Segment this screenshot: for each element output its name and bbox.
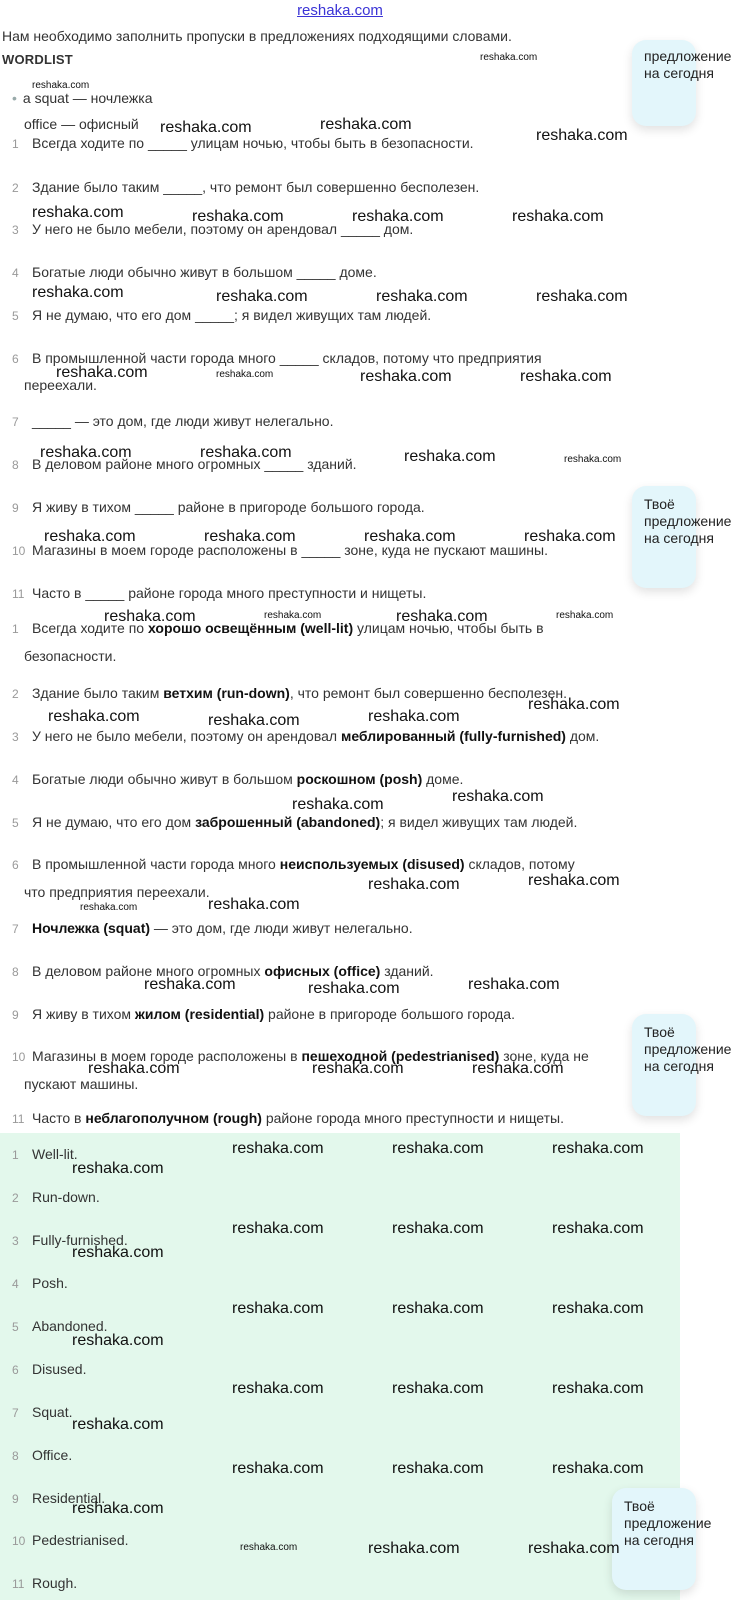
answer-row-continued — [24, 1076, 138, 1093]
exercise-row — [12, 413, 333, 431]
answer-pre: Всегда ходите по — [32, 620, 148, 636]
row-number: 1 — [12, 622, 19, 636]
answer-post: , что ремонт был совершенно бесполезен. — [289, 685, 567, 701]
wordlist-item-cut: office — офисный — [24, 116, 139, 132]
answer-pre: У него не было мебели, поэтому он арендовал — [32, 728, 341, 744]
watermark: reshaka.com — [368, 708, 460, 725]
watermark: reshaka.com — [392, 1140, 484, 1157]
watermark: reshaka.com — [472, 1060, 564, 1077]
wordlist-title: WORDLIST — [2, 52, 73, 67]
answer-post: улицам ночью, чтобы быть в — [353, 620, 544, 636]
answer-row — [12, 1110, 564, 1128]
site-link[interactable]: reshaka.com — [297, 2, 383, 19]
bullet-dot-icon: • — [12, 90, 17, 106]
short-answer-row — [12, 1532, 129, 1550]
promo-bubble[interactable] — [632, 40, 731, 126]
watermark: reshaka.com — [512, 208, 604, 225]
row-number: 5 — [12, 1320, 19, 1334]
row-text: В промышленной части города много _____ складов, потому что предприятия — [32, 350, 542, 366]
watermark: reshaka.com — [32, 284, 124, 301]
watermark: reshaka.com — [552, 1220, 644, 1237]
watermark: reshaka.com — [88, 1060, 180, 1077]
row-number: 9 — [12, 1492, 19, 1506]
row-number: 8 — [12, 458, 19, 472]
watermark: reshaka.com — [208, 896, 300, 913]
watermark: reshaka.com — [552, 1140, 644, 1157]
row-number: 6 — [12, 352, 19, 366]
short-answer-text: Disused. — [32, 1361, 87, 1377]
answer-row — [12, 856, 575, 874]
watermark: reshaka.com — [232, 1460, 324, 1477]
watermark: reshaka.com — [216, 288, 308, 305]
watermark: reshaka.com — [232, 1380, 324, 1397]
answer-row — [12, 920, 413, 938]
answer-post: дом. — [565, 728, 600, 744]
short-answer-text: Residential. — [32, 1490, 106, 1506]
answer-word: жилом (residential) — [134, 1006, 265, 1022]
row-number: 1 — [12, 137, 19, 151]
answer-word: Ночлежка (squat) — [32, 920, 151, 936]
row-number: 10 — [12, 544, 26, 558]
short-answer-text: Well-lit. — [32, 1146, 78, 1162]
watermark: reshaka.com — [72, 1160, 164, 1177]
row-text: Часто в _____ районе города много преступности и нищеты. — [32, 585, 427, 601]
watermark: reshaka.com — [392, 1300, 484, 1317]
answer-word: ветхим (run-down) — [163, 685, 290, 701]
row-number: 4 — [12, 1277, 19, 1291]
row-number: 8 — [12, 965, 19, 979]
watermark: reshaka.com — [396, 608, 488, 625]
row-text: Я живу в тихом _____ районе в пригороде большого города. — [32, 499, 425, 515]
watermark: reshaka.com — [232, 1220, 324, 1237]
answer-post: зоне, куда не — [499, 1048, 589, 1064]
row-text: _____ — это дом, где люди живут нелегально. — [32, 413, 334, 429]
watermark: reshaka.com — [72, 1500, 164, 1517]
row-number: 1 — [12, 1148, 19, 1162]
watermark: reshaka.com — [564, 454, 622, 465]
answer-post: — это дом, где люди живут нелегально. — [150, 920, 413, 936]
promo-bubble[interactable] — [612, 1488, 712, 1590]
answer-row — [12, 771, 463, 789]
row-number: 11 — [12, 587, 25, 601]
answer-row-continued — [24, 648, 116, 665]
short-answer-text: Run-down. — [32, 1189, 100, 1205]
row-text: В деловом районе много огромных _____ зданий. — [32, 456, 357, 472]
promo-line: на сегодня — [644, 530, 714, 546]
watermark: reshaka.com — [40, 444, 132, 461]
watermark: reshaka.com — [452, 788, 544, 805]
row-number: 4 — [12, 266, 19, 280]
exercise-row — [12, 135, 474, 153]
promo-line: Твоё — [644, 1024, 675, 1040]
promo-line: предложение — [644, 513, 731, 529]
wordlist-item — [12, 90, 153, 106]
answer-pre: Часто в — [32, 1110, 86, 1126]
watermark: reshaka.com — [528, 696, 620, 713]
watermark: reshaka.com — [552, 1460, 644, 1477]
answer-word: пешеходной (pedestrianised) — [301, 1048, 500, 1064]
watermark: reshaka.com — [360, 368, 452, 385]
watermark: reshaka.com — [392, 1220, 484, 1237]
watermark: reshaka.com — [552, 1300, 644, 1317]
row-text: переехали. — [24, 377, 97, 393]
watermark: reshaka.com — [204, 528, 296, 545]
watermark: reshaka.com — [232, 1140, 324, 1157]
row-number: 7 — [12, 1406, 19, 1420]
exercise-row — [12, 179, 479, 197]
exercise-row — [12, 585, 426, 603]
answer-row — [12, 685, 567, 703]
watermark: reshaka.com — [56, 364, 148, 381]
short-answer-text: Posh. — [32, 1275, 68, 1291]
answer-line2: пускают машины. — [24, 1076, 139, 1092]
answer-row-continued — [24, 884, 210, 901]
watermark: reshaka.com — [392, 1380, 484, 1397]
answer-word: заброшенный (abandoned) — [195, 814, 381, 830]
watermark: reshaka.com — [312, 1060, 404, 1077]
answer-pre: Здание было таким — [32, 685, 164, 701]
watermark: reshaka.com — [392, 1460, 484, 1477]
row-number: 2 — [12, 181, 19, 195]
answer-post: складов, потому — [464, 856, 575, 872]
row-text: Всегда ходите по _____ улицам ночью, чтобы быть в безопасности. — [32, 135, 474, 151]
watermark: reshaka.com — [80, 902, 138, 913]
watermark: reshaka.com — [232, 1300, 324, 1317]
watermark: reshaka.com — [528, 872, 620, 889]
watermark: reshaka.com — [404, 448, 496, 465]
row-number: 7 — [12, 415, 19, 429]
row-number: 10 — [12, 1050, 26, 1064]
watermark: reshaka.com — [552, 1380, 644, 1397]
watermark: reshaka.com — [320, 116, 412, 133]
watermark: reshaka.com — [352, 208, 444, 225]
row-number: 7 — [12, 922, 19, 936]
answer-pre: Магазины в моем городе расположены в — [32, 1048, 302, 1064]
row-number: 4 — [12, 773, 19, 787]
watermark: reshaka.com — [368, 876, 460, 893]
answer-word: неиспользуемых (disused) — [279, 856, 465, 872]
promo-line: на сегодня — [624, 1532, 694, 1548]
answer-line2: что предприятия переехали. — [24, 884, 210, 900]
promo-line: предложение — [624, 1515, 712, 1531]
exercise-row — [12, 307, 431, 325]
promo-line: предложение — [644, 48, 731, 64]
watermark: reshaka.com — [308, 980, 400, 997]
answer-pre: Я живу в тихом — [32, 1006, 135, 1022]
watermark: reshaka.com — [480, 52, 538, 63]
row-number: 10 — [12, 1534, 26, 1548]
watermark: reshaka.com — [292, 796, 384, 813]
answer-pre: Я не думаю, что его дом — [32, 814, 196, 830]
answer-line2: безопасности. — [24, 648, 117, 664]
row-number: 9 — [12, 501, 19, 515]
watermark: reshaka.com — [520, 368, 612, 385]
promo-line: на сегодня — [644, 65, 714, 81]
watermark: reshaka.com — [160, 119, 252, 136]
short-answer-text: Fully-furnished. — [32, 1232, 128, 1248]
row-text: Богатые люди обычно живут в большом _____ доме. — [32, 264, 377, 280]
watermark: reshaka.com — [240, 1542, 298, 1553]
promo-line: Твоё — [624, 1498, 655, 1514]
row-number: 3 — [12, 730, 19, 744]
row-number: 8 — [12, 1449, 19, 1463]
row-text: У него не было мебели, поэтому он арендовал _____ дом. — [32, 221, 414, 237]
watermark: reshaka.com — [536, 127, 628, 144]
row-number: 6 — [12, 1363, 19, 1377]
watermark: reshaka.com — [44, 528, 136, 545]
watermark: reshaka.com — [468, 976, 560, 993]
row-number: 9 — [12, 1008, 19, 1022]
answer-row — [12, 728, 599, 746]
exercise-row — [12, 264, 377, 282]
row-number: 5 — [12, 816, 19, 830]
wordlist-item-text: a squat — ночлежка — [22, 90, 153, 106]
promo-bubble[interactable] — [632, 1014, 731, 1116]
watermark: reshaka.com — [192, 208, 284, 225]
promo-line: Твоё — [644, 496, 675, 512]
task-intro: Нам необходимо заполнить пропуски в предложениях подходящими словами. — [2, 28, 512, 44]
answer-word: офисных (office) — [264, 963, 381, 979]
short-answer-text: Squat. — [32, 1404, 73, 1420]
row-number: 11 — [12, 1112, 25, 1126]
watermark: reshaka.com — [216, 369, 274, 380]
answer-row — [12, 1006, 515, 1024]
watermark: reshaka.com — [200, 444, 292, 461]
row-text: Магазины в моем городе расположены в _____ зоне, куда не пускают машины. — [32, 542, 548, 558]
answer-word: хорошо освещённым (well-lit) — [147, 620, 354, 636]
short-answer-row — [12, 1189, 100, 1207]
row-text: Здание было таким _____, что ремонт был совершенно бесполезен. — [32, 179, 480, 195]
row-number: 5 — [12, 309, 19, 323]
answer-post: доме. — [422, 771, 464, 787]
short-answer-text: Rough. — [32, 1575, 78, 1591]
answer-row — [12, 814, 577, 832]
row-number: 3 — [12, 223, 19, 237]
answer-pre: Богатые люди обычно живут в большом — [32, 771, 297, 787]
short-answer-row — [12, 1575, 77, 1593]
watermark: reshaka.com — [368, 1540, 460, 1557]
watermark: reshaka.com — [556, 610, 614, 621]
watermark: reshaka.com — [364, 528, 456, 545]
watermark: reshaka.com — [376, 288, 468, 305]
promo-bubble[interactable] — [632, 486, 731, 588]
answer-pre: В промышленной части города много — [32, 856, 280, 872]
answer-post: зданий. — [380, 963, 434, 979]
watermark: reshaka.com — [524, 528, 616, 545]
answer-word: меблированный (fully-furnished) — [340, 728, 566, 744]
row-number: 2 — [12, 687, 19, 701]
short-answer-row — [12, 1361, 86, 1379]
watermark: reshaka.com — [32, 80, 90, 91]
watermark: reshaka.com — [528, 1540, 620, 1557]
row-number: 11 — [12, 1577, 25, 1591]
exercise-row — [12, 499, 425, 517]
promo-line: предложение — [644, 1041, 731, 1057]
answer-post: районе в пригороде большого города. — [264, 1006, 515, 1022]
answer-word: роскошном (posh) — [296, 771, 423, 787]
promo-line: на сегодня — [644, 1058, 714, 1074]
row-number: 3 — [12, 1234, 19, 1248]
short-answers-panel — [0, 1133, 680, 1600]
short-answer-row — [12, 1146, 78, 1164]
row-number: 2 — [12, 1191, 19, 1205]
answer-pre: В деловом районе много огромных — [32, 963, 265, 979]
watermark: reshaka.com — [72, 1416, 164, 1433]
watermark: reshaka.com — [144, 976, 236, 993]
watermark: reshaka.com — [208, 712, 300, 729]
watermark: reshaka.com — [536, 288, 628, 305]
watermark: reshaka.com — [48, 708, 140, 725]
short-answer-row — [12, 1404, 72, 1422]
watermark: reshaka.com — [72, 1332, 164, 1349]
short-answer-text: Pedestrianised. — [32, 1532, 129, 1548]
watermark: reshaka.com — [72, 1244, 164, 1261]
watermark: reshaka.com — [104, 608, 196, 625]
short-answer-row — [12, 1447, 72, 1465]
answer-post: районе города много преступности и нищеты. — [261, 1110, 564, 1126]
row-number: 6 — [12, 858, 19, 872]
answer-post: ; я видел живущих там людей. — [380, 814, 578, 830]
short-answer-row — [12, 1275, 68, 1293]
short-answer-text: Abandoned. — [32, 1318, 108, 1334]
answer-word: неблагополучном (rough) — [85, 1110, 262, 1126]
row-text: Я не думаю, что его дом _____; я видел живущих там людей. — [32, 307, 432, 323]
watermark: reshaka.com — [32, 204, 124, 221]
watermark: reshaka.com — [264, 610, 322, 621]
short-answer-text: Office. — [32, 1447, 73, 1463]
